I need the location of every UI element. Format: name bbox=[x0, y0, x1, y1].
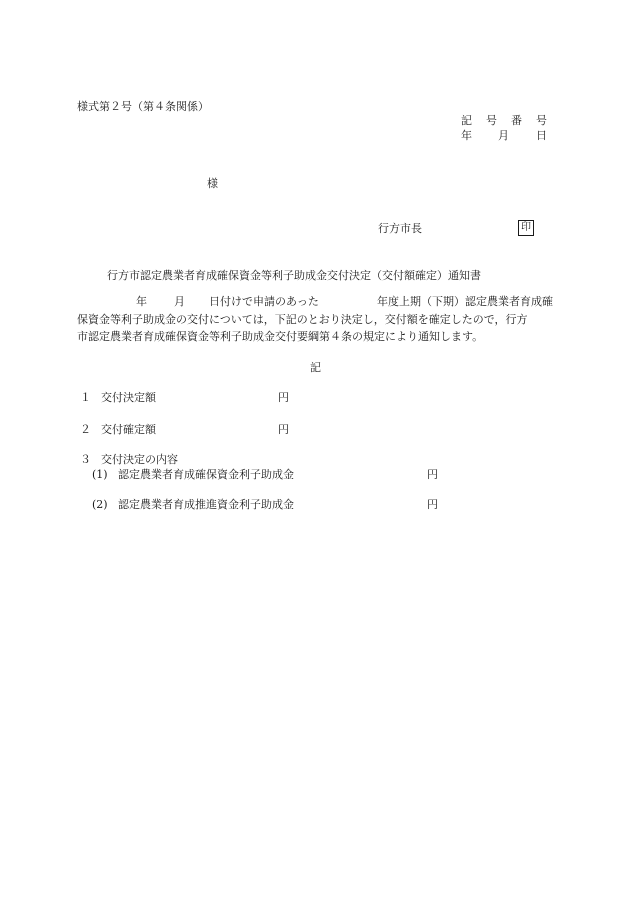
form-number: 様式第２号（第４条関係） bbox=[77, 100, 209, 113]
sub-item-number: (2) bbox=[92, 498, 108, 511]
body-paragraph-line-1 bbox=[77, 296, 553, 307]
body-year-blank: 年 bbox=[136, 295, 147, 308]
ref-char: 番 bbox=[511, 114, 522, 127]
ki-heading: 記 bbox=[310, 361, 321, 374]
ref-char: 記 bbox=[461, 114, 472, 127]
reference-number-label bbox=[461, 115, 547, 126]
item-label: 交付決定の内容 bbox=[101, 453, 178, 466]
ref-char: 号 bbox=[486, 114, 497, 127]
document-title: 行方市認定農業者育成確保資金等利子助成金交付決定（交付額確定）通知書 bbox=[107, 269, 481, 282]
date-year: 年 bbox=[461, 129, 472, 142]
seal-mark: 印 bbox=[518, 220, 534, 236]
issuer-title: 行方市長 bbox=[378, 222, 422, 235]
item-number: ２ bbox=[80, 423, 91, 436]
sub-item-unit: 円 bbox=[427, 498, 438, 511]
date-day: 日 bbox=[536, 129, 547, 142]
item-unit: 円 bbox=[278, 391, 289, 404]
body-month-blank: 月 bbox=[174, 295, 185, 308]
issue-date bbox=[461, 130, 547, 141]
ref-char: 号 bbox=[536, 114, 547, 127]
item-label: 交付決定額 bbox=[101, 391, 156, 404]
item-label: 交付確定額 bbox=[101, 423, 156, 436]
recipient-honorific: 様 bbox=[207, 177, 218, 190]
item-number: １ bbox=[80, 391, 91, 404]
date-month: 月 bbox=[498, 129, 509, 142]
body-paragraph-line-2: 保資金等利子助成金の交付については，下記のとおり決定し，交付額を確定したので，行方 bbox=[77, 313, 528, 326]
sub-item-number: (1) bbox=[92, 468, 108, 481]
body-date-text: 日付けで申請のあった bbox=[209, 295, 319, 308]
item-number: ３ bbox=[80, 453, 91, 466]
item-unit: 円 bbox=[278, 423, 289, 436]
body-fiscal-text: 年度上期（下期）認定農業者育成確 bbox=[377, 295, 553, 308]
sub-item-label: 認定農業者育成確保資金利子助成金 bbox=[118, 468, 294, 481]
sub-item-unit: 円 bbox=[427, 468, 438, 481]
sub-item-label: 認定農業者育成推進資金利子助成金 bbox=[118, 498, 294, 511]
body-paragraph-line-3: 市認定農業者育成確保資金等利子助成金交付要綱第４条の規定により通知します。 bbox=[77, 330, 484, 343]
